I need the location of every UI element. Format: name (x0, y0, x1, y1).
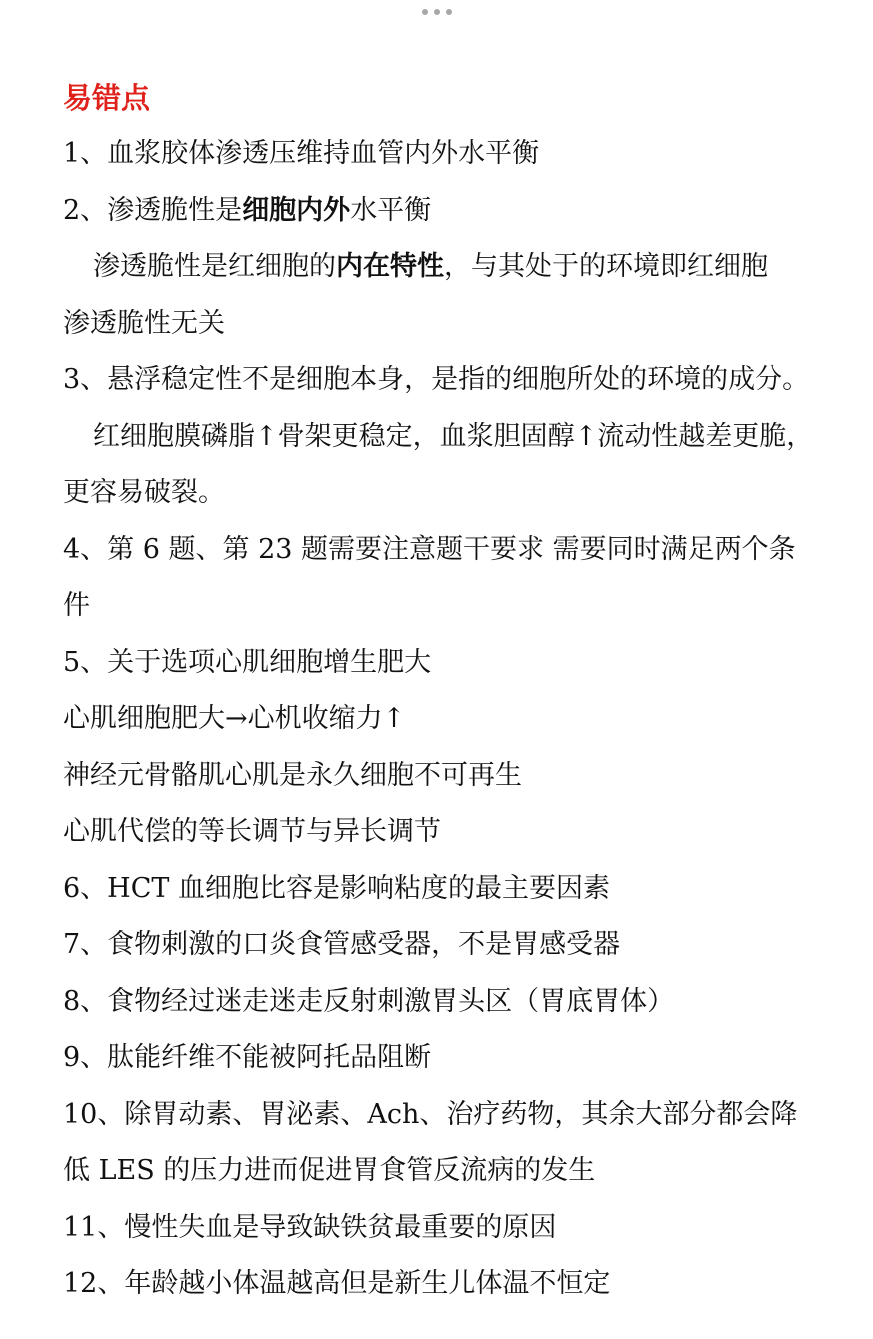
note-line-5-detail-c: 心肌代偿的等长调节与异长调节 (63, 816, 441, 847)
note-line-6: 6、HCT 血细胞比容是影响粘度的最主要因素 (63, 872, 610, 904)
note-line-1: 1、血浆胶体渗透压维持血管内外水平衡 (63, 138, 540, 169)
note-line-2-detail (63, 239, 833, 296)
handle-dot (446, 9, 452, 15)
note-line-5-detail-a: 心肌细胞肥大→心机收缩力↑ (63, 703, 406, 734)
bold-emphasis: 内在特性 (336, 251, 444, 282)
document-body (63, 70, 833, 1313)
text-segment: 2、渗透脆性是 (63, 194, 243, 226)
page-title: 易错点 (63, 81, 151, 115)
note-line-5-detail-b: 神经元骨骼肌心肌是永久细胞不可再生 (63, 759, 522, 791)
note-line-12: 12、年龄越小体温越高但是新生儿体温不恒定 (63, 1268, 611, 1299)
note-line-8: 8、食物经过迷走迷走反射刺激胃头区（胃底胃体） (63, 985, 675, 1017)
note-line-11: 11、慢性失血是导致缺铁贫最重要的原因 (63, 1211, 557, 1243)
drag-handle[interactable] (422, 9, 452, 15)
bold-emphasis: 细胞内外 (242, 194, 351, 226)
note-line-3-detail-cont: 更容易破裂。 (63, 477, 225, 508)
note-line-7: 7、食物刺激的口炎食管感受器，不是胃感受器 (63, 929, 621, 960)
text-segment: 水平衡 (350, 194, 432, 226)
note-line-3-detail: 红细胞膜磷脂↑骨架更稳定，血浆胆固醇↑流动性越差更脆， (93, 420, 814, 452)
note-line-2-detail-cont: 渗透脆性无关 (63, 307, 225, 339)
text-segment: 渗透脆性是红细胞的 (93, 251, 336, 282)
note-line-4: 4、第 6 题、第 23 题需要注意题干要求 需要同时满足两个条 (63, 533, 796, 565)
note-line-9: 9、肽能纤维不能被阿托品阻断 (63, 1042, 432, 1073)
note-line-4-cont: 件 (63, 590, 90, 621)
note-line-5: 5、关于选项心肌细胞增生肥大 (63, 646, 432, 678)
handle-dot (422, 9, 428, 15)
handle-dot (434, 9, 440, 15)
note-line-3: 3、悬浮稳定性不是细胞本身，是指的细胞所处的环境的成分。 (63, 364, 810, 395)
note-line-2 (63, 183, 833, 240)
text-segment: ，与其处于的环境即红细胞 (444, 251, 768, 282)
note-line-10-cont: 低 LES 的压力进而促进胃食管反流病的发生 (63, 1155, 596, 1186)
note-line-10: 10、除胃动素、胃泌素、Ach、治疗药物，其余大部分都会降 (63, 1098, 798, 1130)
